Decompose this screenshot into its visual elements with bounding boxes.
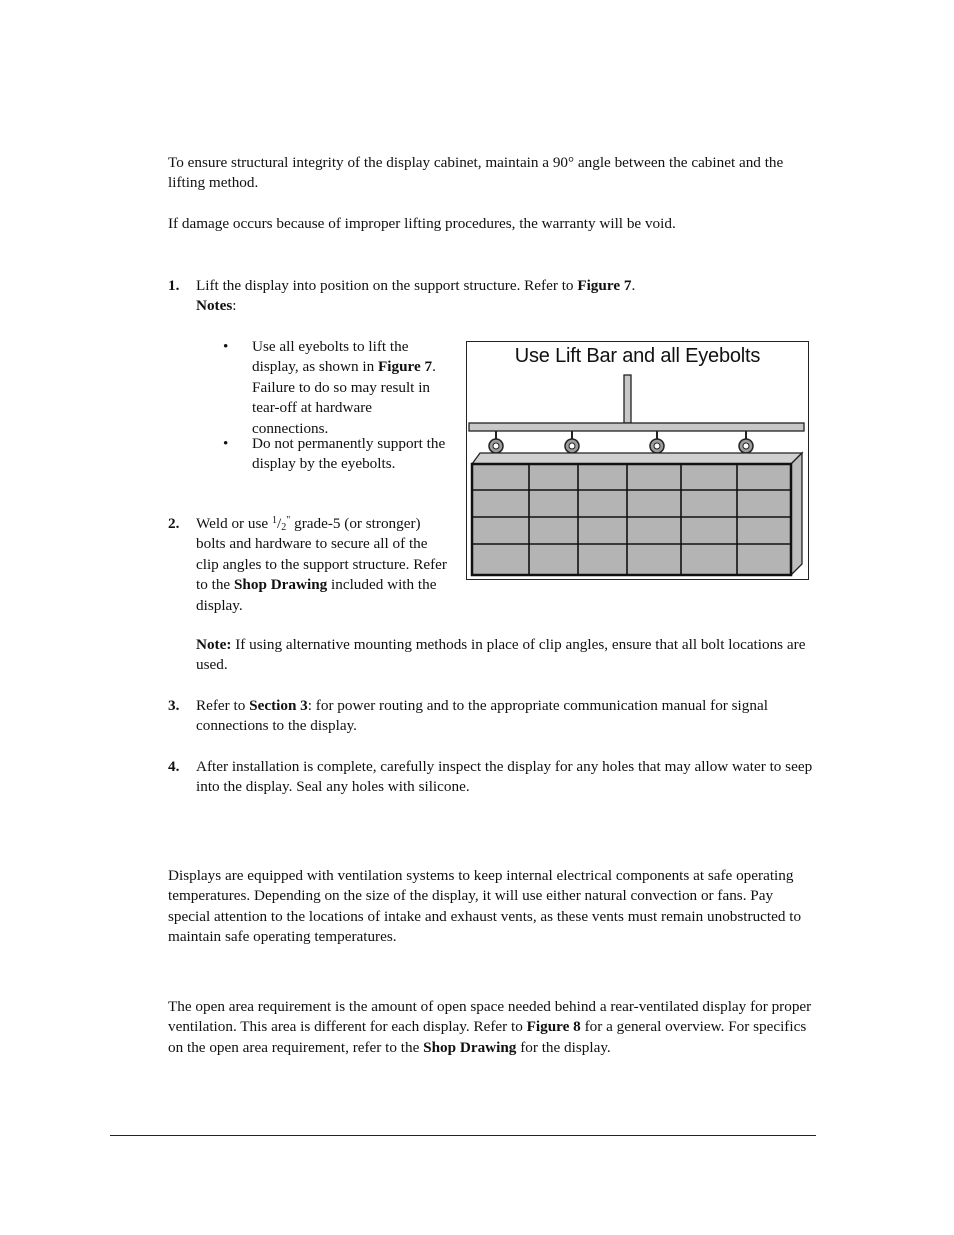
lift-bar — [469, 423, 804, 431]
figure-8-reference: Figure 8 — [526, 1018, 581, 1036]
bullet-eyebolts: Use all eyebolts to lift the display, as shown in Figure 7. Failure to do so may result in tear-off at hardware connections. — [252, 338, 436, 437]
bullet-marker: • — [223, 338, 229, 355]
step-1-text: Lift the display into position on the support structure. Refer to Figure 7. — [196, 277, 636, 294]
notes-label: Notes: — [196, 297, 237, 314]
figure-7-reference: Figure 7 — [577, 277, 632, 294]
figure-7-lift-bar-diagram — [466, 341, 809, 580]
cabinet-front — [472, 464, 791, 575]
bullet-support: Do not permanently support the display by the eyebolts. — [252, 435, 446, 473]
section-3-reference: Section 3 — [249, 697, 308, 714]
intro-paragraph-warranty: If damage occurs because of improper lifting procedures, the warranty will be void. — [168, 215, 676, 232]
step-4-number: 4. — [168, 758, 180, 775]
note-alternative-mounting: Note: If using alternative mounting methods in place of clip angles, ensure that all bolt locations are used. — [196, 636, 806, 674]
lift-diagram-graphic — [467, 342, 808, 579]
lift-post — [624, 375, 631, 423]
figure-title: Use Lift Bar and all Eyebolts — [514, 345, 761, 367]
shop-drawing-reference: Shop Drawing — [423, 1038, 517, 1056]
step-3-text: Refer to Section 3: for power routing and to the appropriate communication manual for signal connections to the display. — [196, 697, 768, 735]
step-2-text: Weld or use $^1/_2^"$ grade-5 (or stronger) bolts and hardware to secure all of the clip angles to the support structure. Refer to the Shop Drawing included with the display. — [196, 515, 447, 614]
open-area-paragraph: The open area requirement is the amount of open space needed behind a rear-ventilated display for proper ventilation. This area is different for each display. Refer to Figure 8 for a general overview. For specifics on the open area requirement, refer to the Shop Drawing for the display. — [168, 998, 812, 1056]
cabinet-top — [472, 453, 802, 464]
step-4-text: After installation is complete, carefully inspect the display for any holes that may allow water to seep into the display. Seal any holes with silicone. — [196, 758, 813, 796]
step-3-number: 3. — [168, 697, 180, 714]
bullet-marker: • — [223, 435, 229, 452]
cabinet-side — [791, 453, 802, 575]
ventilation-paragraph: Displays are equipped with ventilation systems to keep internal electrical components at safe operating temperatures. Depending on the size of the display, it will use either natural convection or fans. Pay special attention to the locations of intake and exhaust vents, as these vents must remain unobstructed to maintain safe operating temperatures. — [168, 867, 802, 946]
intro-paragraph-angle: To ensure structural integrity of the display cabinet, maintain a 90° angle between the cabinet and the lifting method. — [168, 154, 784, 192]
step-2-number: 2. — [168, 515, 180, 532]
footer-divider — [110, 1135, 816, 1136]
step-1-number: 1. — [168, 277, 180, 294]
